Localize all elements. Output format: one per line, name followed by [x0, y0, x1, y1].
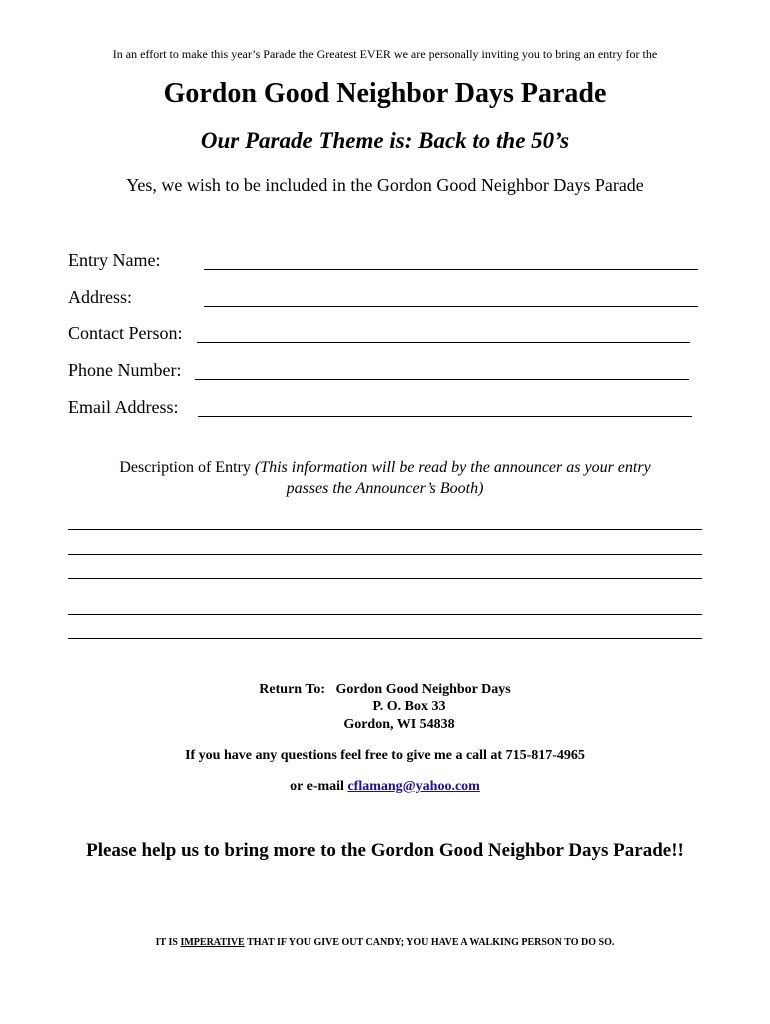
address-line[interactable] — [204, 306, 698, 307]
warning-part2: THAT IF YOU GIVE OUT CANDY; YOU HAVE A WALKING PERSON TO DO SO. — [247, 937, 615, 948]
description-line[interactable] — [68, 554, 702, 555]
return-org: Gordon Good Neighbor Days — [335, 682, 511, 697]
contact-person-field[interactable] — [68, 323, 690, 347]
entry-name-line[interactable] — [204, 269, 698, 270]
description-line[interactable] — [68, 529, 702, 530]
entry-name-field[interactable] — [68, 250, 698, 274]
return-po-box: P. O. Box 33 — [372, 699, 446, 714]
description-line[interactable] — [68, 614, 702, 615]
return-address-line1 — [0, 682, 770, 698]
warning-part1: IT IS — [155, 937, 178, 948]
email-line — [0, 779, 770, 795]
inclusion-statement: Yes, we wish to be included in the Gordon Good Neighbor Days Parade — [126, 175, 644, 195]
phone-number-field[interactable] — [68, 360, 689, 384]
call-to-action: Please help us to bring more to the Gordon Good Neighbor Days Parade!! — [86, 840, 684, 861]
contact-person-line[interactable] — [197, 342, 690, 343]
contact-person-label: Contact Person: — [68, 323, 183, 343]
phone-number-label: Phone Number: — [68, 360, 182, 380]
email-link[interactable]: cflamang@yahoo.com — [347, 779, 480, 794]
return-label: Return To: — [259, 682, 326, 697]
intro-text: In an effort to make this year’s Parade the Greatest EVER we are personally inviting you to bring an entry for the — [112, 47, 658, 61]
return-city: Gordon, WI 54838 — [343, 717, 455, 732]
address-label: Address: — [68, 287, 132, 307]
parade-theme: Our Parade Theme is: Back to the 50’s — [200, 128, 570, 153]
email-prefix: or e-mail — [290, 779, 344, 794]
email-address-line[interactable] — [198, 416, 692, 417]
questions-text: If you have any questions feel free to give me a call at 715-817-4965 — [185, 748, 585, 763]
candy-warning — [0, 937, 770, 948]
email-address-label: Email Address: — [68, 397, 179, 417]
entry-description-heading — [0, 457, 770, 499]
entry-name-label: Entry Name: — [68, 250, 161, 270]
page-title: Gordon Good Neighbor Days Parade — [163, 78, 607, 109]
description-label: Description of Entry — [119, 459, 251, 476]
phone-number-line[interactable] — [195, 379, 689, 380]
address-field[interactable] — [68, 287, 698, 311]
description-note-line2: passes the Announcer’s Booth) — [286, 480, 484, 497]
warning-emphasis: IMPERATIVE — [180, 937, 245, 948]
description-note-line1: (This information will be read by the announcer as your entry — [254, 459, 651, 476]
description-line[interactable] — [68, 638, 702, 639]
email-address-field[interactable] — [68, 397, 692, 421]
description-line[interactable] — [68, 578, 702, 579]
